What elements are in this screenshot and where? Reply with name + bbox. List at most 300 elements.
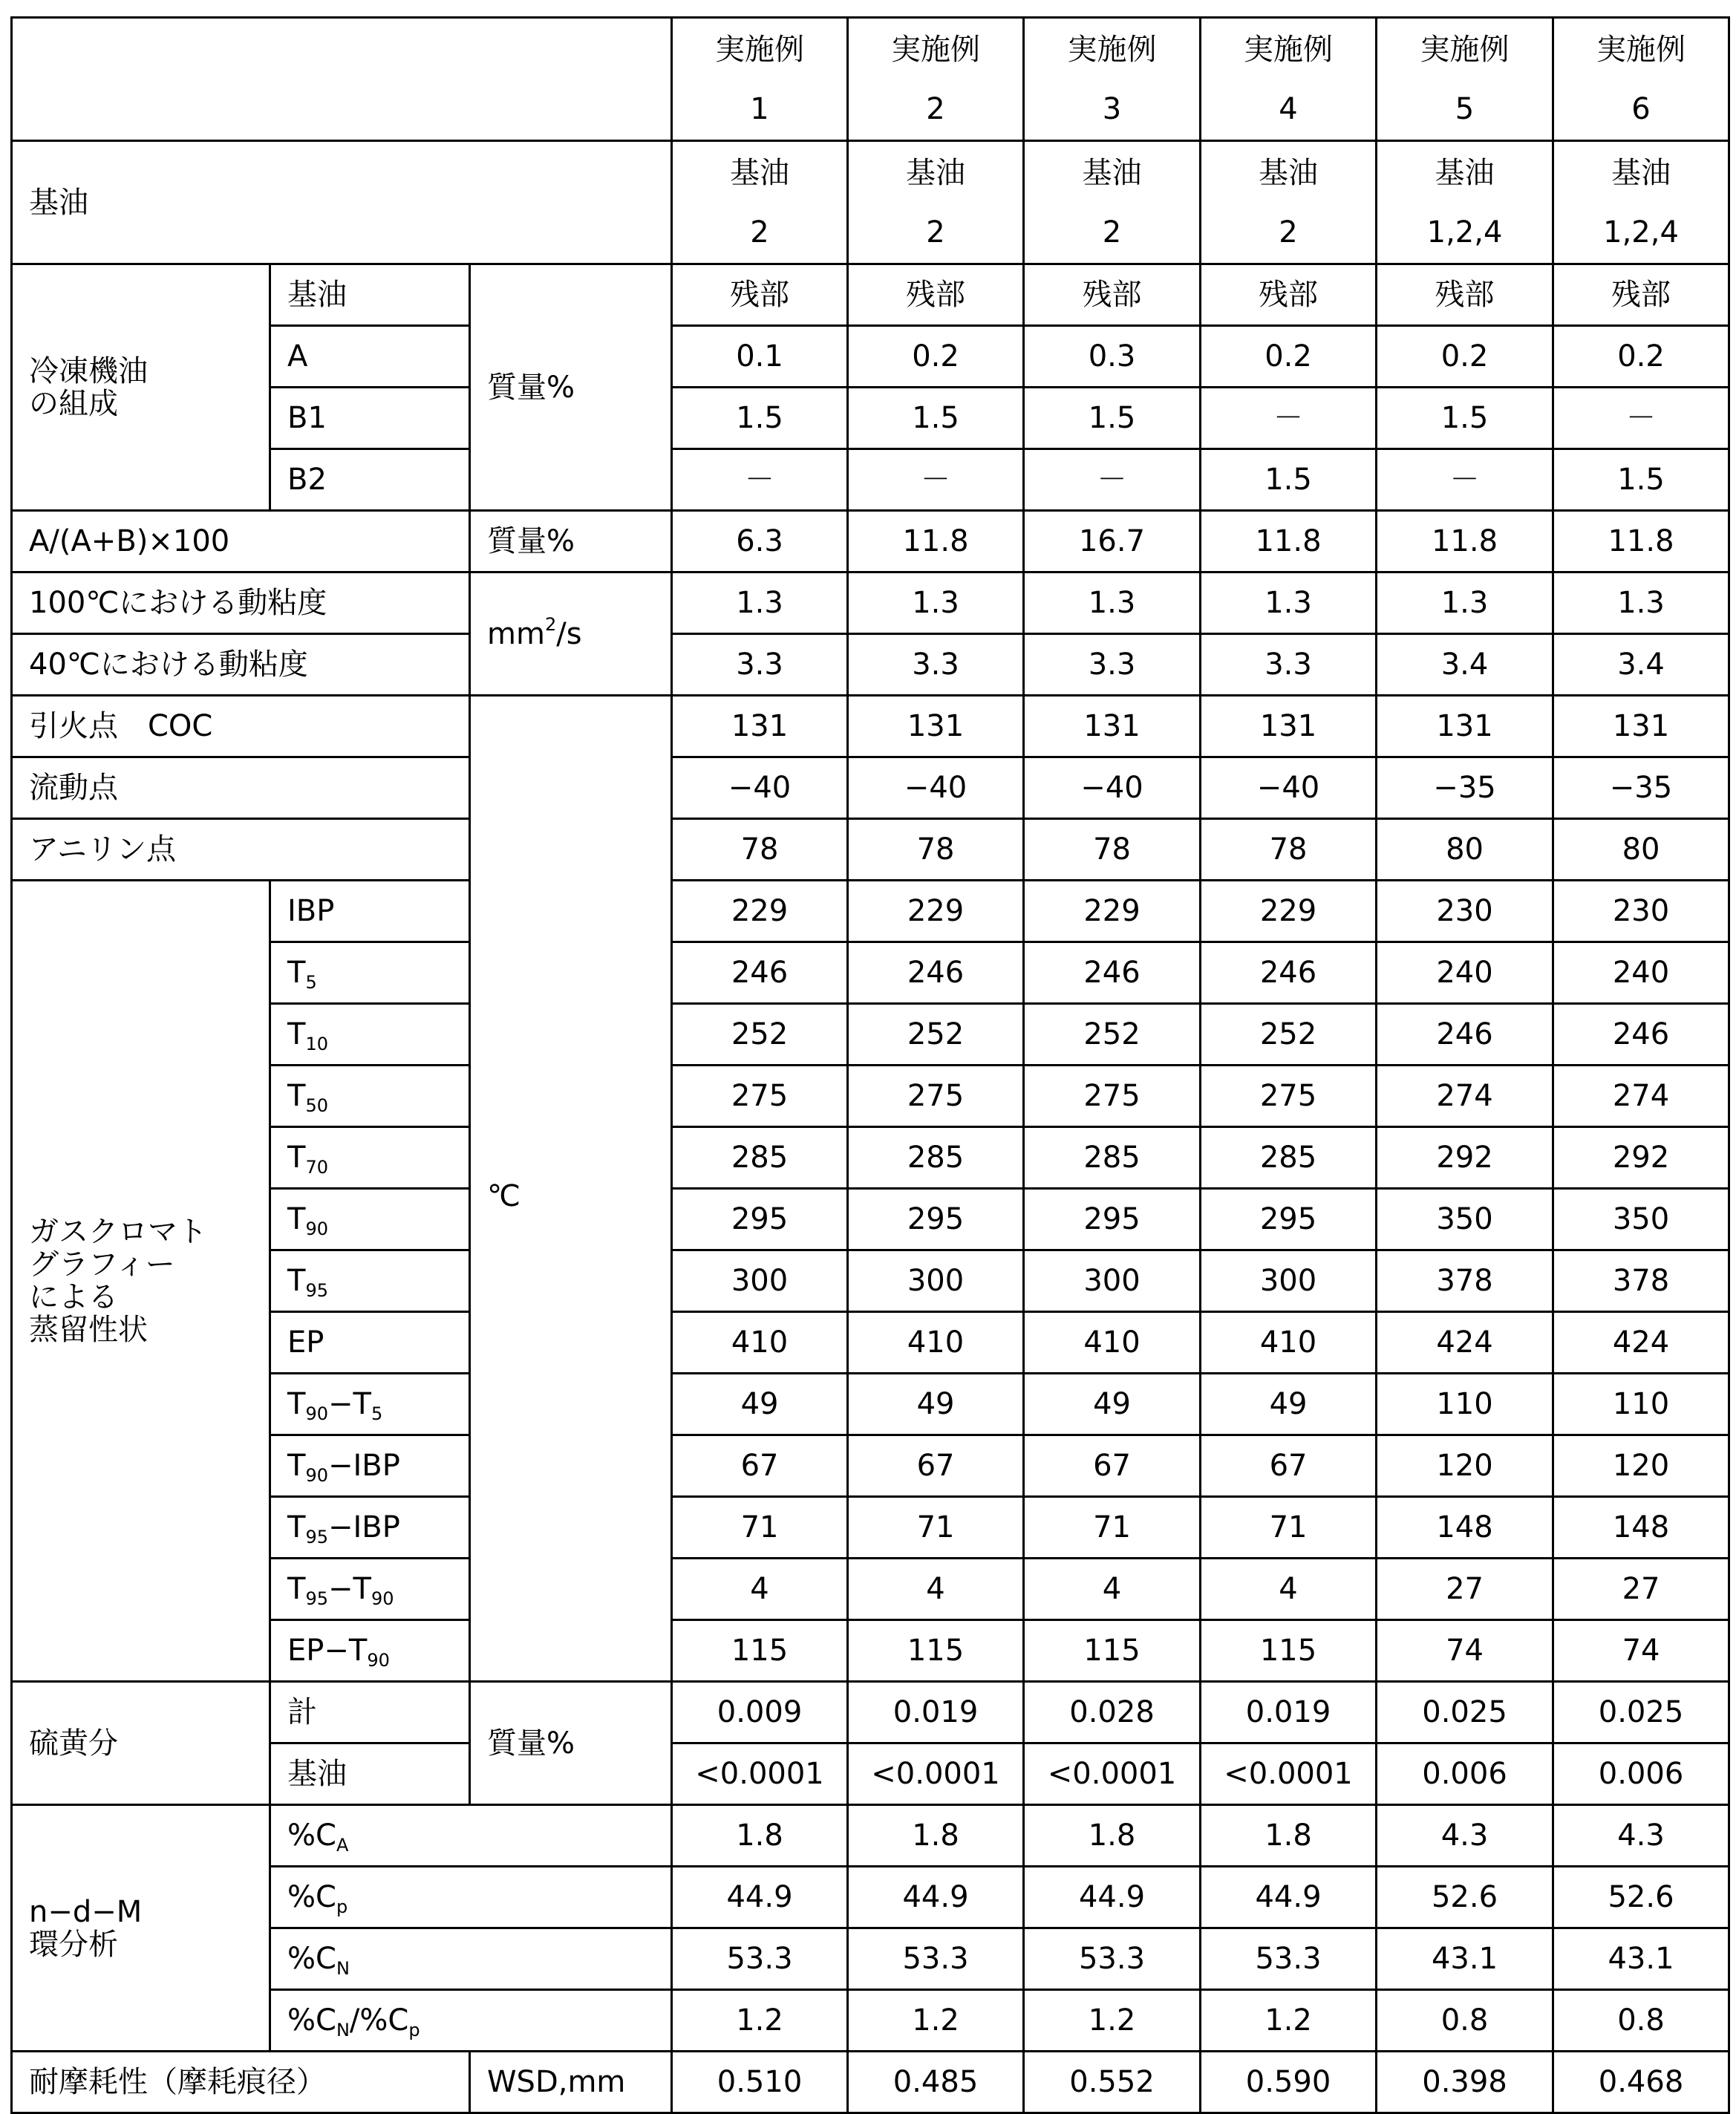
value-cell: 0.019 — [1201, 1682, 1377, 1743]
label-main: T — [287, 1141, 306, 1175]
wear-label: 耐摩耗性（摩耗痕径） — [12, 2052, 470, 2113]
value-cell: 246 — [1553, 1004, 1729, 1066]
table-row — [12, 18, 1729, 141]
value-cell: 115 — [848, 1620, 1024, 1682]
composition-item-label: B1 — [270, 388, 470, 449]
value-cell: 1.8 — [1024, 1805, 1201, 1867]
value-cell: 0.8 — [1377, 1990, 1553, 2052]
value-cell: 44.9 — [1201, 1867, 1377, 1928]
value-cell: 0.485 — [848, 2052, 1024, 2113]
value-cell: 110 — [1553, 1374, 1729, 1435]
value-cell: 300 — [1201, 1250, 1377, 1312]
table-row — [12, 2052, 1729, 2113]
value-cell: 1.3 — [1377, 572, 1553, 634]
label-subscript: 90 — [305, 1219, 328, 1239]
column-header-label: 実施例 — [715, 32, 805, 67]
value-cell: 1.8 — [848, 1805, 1024, 1867]
label-subscript: N — [336, 1958, 350, 1979]
value-cell: 1.5 — [1553, 449, 1729, 511]
group-label-line: の組成 — [29, 386, 118, 421]
label-subscript: A — [336, 1835, 349, 1856]
unit-cell — [470, 572, 672, 696]
distillation-item-label — [270, 1620, 470, 1682]
value-cell: 131 — [1201, 696, 1377, 757]
group-label-line: ガスクロマト — [29, 1215, 207, 1249]
base-oil-value — [848, 141, 1024, 264]
value-cell: － — [1024, 449, 1201, 511]
viscosity-label: 100℃における動粘度 — [12, 572, 470, 634]
table-row — [12, 634, 1729, 696]
value-cell: 74 — [1377, 1620, 1553, 1682]
value-cell: 148 — [1377, 1497, 1553, 1559]
value-cell: 43.1 — [1377, 1928, 1553, 1990]
value-cell: 44.9 — [848, 1867, 1024, 1928]
sulfur-item-label: 計 — [270, 1682, 470, 1743]
table-row — [12, 757, 1729, 819]
label-main: IBP — [287, 894, 335, 928]
value-cell: 残部 — [1377, 264, 1553, 326]
table-row — [12, 572, 1729, 634]
value-cell: 275 — [848, 1066, 1024, 1127]
label-subscript2: 90 — [371, 1588, 394, 1609]
value-cell: 0.028 — [1024, 1682, 1201, 1743]
value-cell: 1.2 — [1201, 1990, 1377, 2052]
table-row — [12, 511, 1729, 572]
value-cell: 4 — [672, 1559, 848, 1620]
base-oil-name: 基油 — [1611, 155, 1671, 190]
value-cell: 292 — [1553, 1127, 1729, 1189]
value-cell: 残部 — [1553, 264, 1729, 326]
base-oil-number: 1,2,4 — [1603, 215, 1679, 249]
point-label: 流動点 — [12, 757, 470, 819]
value-cell: 110 — [1377, 1374, 1553, 1435]
distillation-item-label — [270, 1497, 470, 1559]
value-cell: 67 — [1024, 1435, 1201, 1497]
celsius-unit-cell: ℃ — [470, 696, 672, 1682]
column-header-example-6 — [1553, 18, 1729, 141]
label-main: T — [287, 1264, 306, 1298]
value-cell: <0.0001 — [1201, 1743, 1377, 1805]
value-cell: 300 — [672, 1250, 848, 1312]
column-header-number: 6 — [1631, 91, 1651, 126]
value-cell: 131 — [1377, 696, 1553, 757]
value-cell: 292 — [1377, 1127, 1553, 1189]
value-cell: 115 — [1201, 1620, 1377, 1682]
value-cell: 0.2 — [1553, 326, 1729, 388]
label-subscript: 10 — [305, 1034, 328, 1054]
value-cell: 230 — [1377, 881, 1553, 942]
value-cell: 275 — [1201, 1066, 1377, 1127]
table-row — [12, 881, 1729, 942]
label-main: EP — [287, 1325, 324, 1360]
value-cell: 0.025 — [1553, 1682, 1729, 1743]
value-cell: 252 — [672, 1004, 848, 1066]
label-main: T — [287, 956, 306, 990]
column-header-number: 3 — [1102, 91, 1122, 126]
value-cell: 3.4 — [1553, 634, 1729, 696]
value-cell: 4 — [848, 1559, 1024, 1620]
value-cell: 残部 — [672, 264, 848, 326]
value-cell: 115 — [672, 1620, 848, 1682]
value-cell: 0.552 — [1024, 2052, 1201, 2113]
value-cell: 残部 — [1024, 264, 1201, 326]
value-cell: 3.3 — [672, 634, 848, 696]
label-main: T — [287, 1202, 306, 1236]
value-cell: 11.8 — [1553, 511, 1729, 572]
value-cell: 410 — [672, 1312, 848, 1374]
column-header-example-2 — [848, 18, 1024, 141]
distillation-item-label — [270, 1004, 470, 1066]
value-cell: 4 — [1201, 1559, 1377, 1620]
label-subscript: 90 — [305, 1465, 328, 1486]
value-cell: 0.590 — [1201, 2052, 1377, 2113]
value-cell: <0.0001 — [1024, 1743, 1201, 1805]
label-main: T — [287, 1017, 306, 1051]
label-main: T — [287, 1387, 306, 1421]
value-cell: 3.3 — [848, 634, 1024, 696]
label-subscript: N — [336, 2020, 350, 2040]
label-subscript: 90 — [367, 1650, 390, 1671]
value-cell: 131 — [1553, 696, 1729, 757]
column-header-example-5 — [1377, 18, 1553, 141]
column-header-example-1 — [672, 18, 848, 141]
value-cell: 229 — [1201, 881, 1377, 942]
value-cell: 1.5 — [848, 388, 1024, 449]
value-cell: 230 — [1553, 881, 1729, 942]
base-oil-name: 基油 — [730, 155, 790, 190]
base-oil-label: 基油 — [12, 141, 672, 264]
value-cell: 4 — [1024, 1559, 1201, 1620]
composition-item-label: 基油 — [270, 264, 470, 326]
group-label-line: グラフィー — [29, 1247, 175, 1282]
value-cell: 1.2 — [1024, 1990, 1201, 2052]
value-cell: 120 — [1553, 1435, 1729, 1497]
table-row — [12, 696, 1729, 757]
group-label-line: 環分析 — [29, 1927, 118, 1962]
label-main: T — [287, 1079, 306, 1113]
value-cell: −40 — [848, 757, 1024, 819]
value-cell: 410 — [848, 1312, 1024, 1374]
value-cell: 52.6 — [1377, 1867, 1553, 1928]
value-cell: 1.5 — [1377, 388, 1553, 449]
value-cell: 148 — [1553, 1497, 1729, 1559]
table-row — [12, 819, 1729, 881]
value-cell: 1.2 — [848, 1990, 1024, 2052]
base-oil-number: 2 — [1102, 215, 1122, 249]
value-cell: 246 — [1377, 1004, 1553, 1066]
column-header-label: 実施例 — [1596, 32, 1686, 67]
value-cell: 44.9 — [672, 1867, 848, 1928]
label-main: T — [287, 1510, 306, 1544]
properties-table — [10, 16, 1730, 2114]
value-cell: 6.3 — [672, 511, 848, 572]
column-header-label: 実施例 — [1067, 32, 1157, 67]
label-subscript: p — [336, 1896, 348, 1917]
value-cell: 0.510 — [672, 2052, 848, 2113]
point-label: アニリン点 — [12, 819, 470, 881]
value-cell: 27 — [1377, 1559, 1553, 1620]
value-cell: 295 — [672, 1189, 848, 1250]
base-oil-number: 1,2,4 — [1426, 215, 1503, 249]
base-oil-value — [1553, 141, 1729, 264]
value-cell: 4.3 — [1377, 1805, 1553, 1867]
value-cell: 1.3 — [672, 572, 848, 634]
distillation-item-label — [270, 1312, 470, 1374]
value-cell: <0.0001 — [848, 1743, 1024, 1805]
label-main2: −T — [327, 1387, 371, 1421]
value-cell: 131 — [1024, 696, 1201, 757]
value-cell: 11.8 — [1201, 511, 1377, 572]
value-cell: 424 — [1553, 1312, 1729, 1374]
unit-tail: /s — [556, 616, 582, 651]
value-cell: 252 — [1201, 1004, 1377, 1066]
distillation-item-label — [270, 1066, 470, 1127]
unit-cell: 質量% — [470, 511, 672, 572]
value-cell: 295 — [848, 1189, 1024, 1250]
value-cell: 131 — [672, 696, 848, 757]
value-cell: － — [1377, 449, 1553, 511]
label-main2: −T — [327, 1572, 371, 1606]
label-main2: −IBP — [327, 1449, 400, 1483]
label-main: %C — [287, 1880, 336, 1914]
value-cell: 0.398 — [1377, 2052, 1553, 2113]
value-cell: 49 — [848, 1374, 1024, 1435]
value-cell: 1.8 — [672, 1805, 848, 1867]
value-cell: 78 — [848, 819, 1024, 881]
value-cell: 67 — [848, 1435, 1024, 1497]
value-cell: 52.6 — [1553, 1867, 1729, 1928]
group-label-line: 蒸留性状 — [29, 1313, 148, 1347]
value-cell: 0.468 — [1553, 2052, 1729, 2113]
value-cell: 229 — [848, 881, 1024, 942]
column-header-label: 実施例 — [891, 32, 981, 67]
value-cell: 71 — [848, 1497, 1024, 1559]
unit-cell: 質量% — [470, 264, 672, 511]
value-cell: −40 — [1024, 757, 1201, 819]
corner-cell — [12, 18, 672, 141]
table-row — [12, 264, 1729, 326]
label-main: EP−T — [287, 1634, 368, 1668]
value-cell: 53.3 — [848, 1928, 1024, 1990]
value-cell: 1.2 — [672, 1990, 848, 2052]
label-subscript: 5 — [305, 972, 317, 993]
unit-cell: 質量% — [470, 1682, 672, 1805]
ndm-group-label — [12, 1805, 270, 2052]
value-cell: 74 — [1553, 1620, 1729, 1682]
value-cell: 410 — [1201, 1312, 1377, 1374]
value-cell: 16.7 — [1024, 511, 1201, 572]
value-cell: 246 — [1024, 942, 1201, 1004]
value-cell: 424 — [1377, 1312, 1553, 1374]
value-cell: −35 — [1553, 757, 1729, 819]
label-subscript: 50 — [305, 1095, 328, 1116]
value-cell: 252 — [848, 1004, 1024, 1066]
value-cell: 1.3 — [1553, 572, 1729, 634]
base-oil-number: 2 — [926, 215, 945, 249]
label-subscript2: 5 — [371, 1403, 383, 1424]
base-oil-name: 基油 — [1082, 155, 1142, 190]
label-main2: −IBP — [327, 1510, 400, 1544]
value-cell: 300 — [848, 1250, 1024, 1312]
value-cell: 246 — [848, 942, 1024, 1004]
distillation-item-label — [270, 942, 470, 1004]
value-cell: 1.5 — [1201, 449, 1377, 511]
value-cell: 120 — [1377, 1435, 1553, 1497]
value-cell: 0.006 — [1553, 1743, 1729, 1805]
value-cell: 49 — [1024, 1374, 1201, 1435]
value-cell: 240 — [1553, 942, 1729, 1004]
group-label-line: 冷凍機油 — [29, 353, 148, 388]
value-cell: 246 — [672, 942, 848, 1004]
value-cell: 53.3 — [1201, 1928, 1377, 1990]
value-cell: −40 — [1201, 757, 1377, 819]
value-cell: 78 — [1024, 819, 1201, 881]
value-cell: 3.3 — [1024, 634, 1201, 696]
ndm-item-label — [270, 1867, 672, 1928]
composition-item-label: B2 — [270, 449, 470, 511]
table-row — [12, 141, 1729, 264]
distillation-item-label — [270, 1559, 470, 1620]
value-cell: 80 — [1553, 819, 1729, 881]
value-cell: 350 — [1377, 1189, 1553, 1250]
value-cell: 11.8 — [848, 511, 1024, 572]
value-cell: 3.4 — [1377, 634, 1553, 696]
value-cell: 378 — [1377, 1250, 1553, 1312]
distillation-item-label — [270, 1435, 470, 1497]
value-cell: 1.3 — [1201, 572, 1377, 634]
ndm-item-label — [270, 1990, 672, 2052]
value-cell: 80 — [1377, 819, 1553, 881]
distillation-item-label — [270, 881, 470, 942]
column-header-number: 4 — [1279, 91, 1298, 126]
point-label: 引火点 COC — [12, 696, 470, 757]
value-cell: 71 — [672, 1497, 848, 1559]
ndm-item-label — [270, 1805, 672, 1867]
label-subscript: 95 — [305, 1588, 328, 1609]
value-cell: 285 — [848, 1127, 1024, 1189]
value-cell: 0.009 — [672, 1682, 848, 1743]
value-cell: 0.8 — [1553, 1990, 1729, 2052]
value-cell: 275 — [672, 1066, 848, 1127]
base-oil-number: 2 — [1279, 215, 1298, 249]
value-cell: 252 — [1024, 1004, 1201, 1066]
value-cell: 240 — [1377, 942, 1553, 1004]
value-cell: 285 — [1024, 1127, 1201, 1189]
label-subscript: 95 — [305, 1527, 328, 1547]
value-cell: 274 — [1553, 1066, 1729, 1127]
composition-item-label: A — [270, 326, 470, 388]
value-cell: 0.2 — [848, 326, 1024, 388]
viscosity-label: 40℃における動粘度 — [12, 634, 470, 696]
value-cell: 53.3 — [1024, 1928, 1201, 1990]
label-subscript2: p — [408, 2020, 420, 2040]
base-oil-number: 2 — [750, 215, 769, 249]
column-header-label: 実施例 — [1244, 32, 1334, 67]
value-cell: 残部 — [848, 264, 1024, 326]
group-label-line: n−d−M — [29, 1894, 143, 1929]
value-cell: － — [1201, 388, 1377, 449]
label-main2: /%C — [349, 2003, 409, 2038]
label-main: %C — [287, 1818, 336, 1853]
column-header-example-4 — [1201, 18, 1377, 141]
label-main: T — [287, 1449, 306, 1483]
ndm-item-label — [270, 1928, 672, 1990]
base-oil-value — [1201, 141, 1377, 264]
distillation-item-label — [270, 1374, 470, 1435]
value-cell: 3.3 — [1201, 634, 1377, 696]
value-cell: 43.1 — [1553, 1928, 1729, 1990]
label-main: T — [287, 1572, 306, 1606]
base-oil-name: 基油 — [1259, 155, 1319, 190]
value-cell: 275 — [1024, 1066, 1201, 1127]
base-oil-name: 基油 — [1435, 155, 1495, 190]
group-label-line: による — [29, 1280, 118, 1314]
value-cell: 49 — [1201, 1374, 1377, 1435]
base-oil-name: 基油 — [906, 155, 966, 190]
unit-base: mm — [487, 616, 545, 651]
label-main: %C — [287, 1942, 336, 1976]
value-cell: 295 — [1201, 1189, 1377, 1250]
value-cell: 0.025 — [1377, 1682, 1553, 1743]
value-cell: 300 — [1024, 1250, 1201, 1312]
value-cell: 0.2 — [1201, 326, 1377, 388]
value-cell: 0.019 — [848, 1682, 1024, 1743]
column-header-number: 1 — [750, 91, 769, 126]
value-cell: −40 — [672, 757, 848, 819]
value-cell: 78 — [672, 819, 848, 881]
ratio-label: A/(A+B)×100 — [12, 511, 470, 572]
composition-group-label — [12, 264, 270, 511]
value-cell: 0.1 — [672, 326, 848, 388]
value-cell: 27 — [1553, 1559, 1729, 1620]
label-subscript: 70 — [305, 1157, 328, 1178]
value-cell: 67 — [672, 1435, 848, 1497]
value-cell: 71 — [1024, 1497, 1201, 1559]
label-main: %C — [287, 2003, 336, 2038]
base-oil-value — [672, 141, 848, 264]
value-cell: 285 — [672, 1127, 848, 1189]
column-header-label: 実施例 — [1420, 32, 1510, 67]
base-oil-value — [1024, 141, 1201, 264]
value-cell: 残部 — [1201, 264, 1377, 326]
value-cell: 0.3 — [1024, 326, 1201, 388]
distillation-item-label — [270, 1127, 470, 1189]
value-cell: 49 — [672, 1374, 848, 1435]
value-cell: <0.0001 — [672, 1743, 848, 1805]
value-cell: 1.8 — [1201, 1805, 1377, 1867]
value-cell: 0.2 — [1377, 326, 1553, 388]
value-cell: 1.5 — [672, 388, 848, 449]
value-cell: 229 — [672, 881, 848, 942]
value-cell: 378 — [1553, 1250, 1729, 1312]
distillation-item-label — [270, 1250, 470, 1312]
value-cell: 350 — [1553, 1189, 1729, 1250]
value-cell: － — [672, 449, 848, 511]
value-cell: － — [848, 449, 1024, 511]
distillation-group-label — [12, 881, 270, 1682]
value-cell: 71 — [1201, 1497, 1377, 1559]
value-cell: 410 — [1024, 1312, 1201, 1374]
value-cell: 131 — [848, 696, 1024, 757]
value-cell: 4.3 — [1553, 1805, 1729, 1867]
value-cell: 274 — [1377, 1066, 1553, 1127]
distillation-item-label — [270, 1189, 470, 1250]
value-cell: 295 — [1024, 1189, 1201, 1250]
value-cell: 0.006 — [1377, 1743, 1553, 1805]
value-cell: 1.3 — [1024, 572, 1201, 634]
label-subscript: 90 — [305, 1403, 328, 1424]
table-row — [12, 1805, 1729, 1867]
